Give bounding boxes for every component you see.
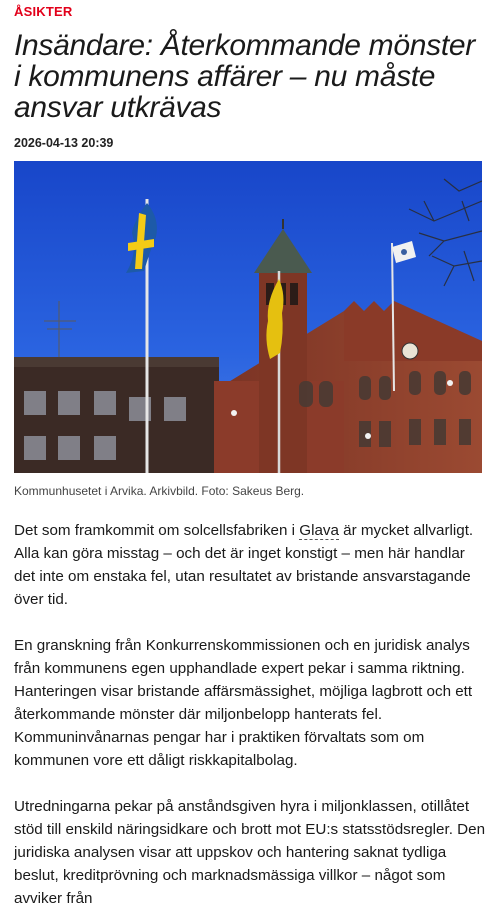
paragraph-2: En granskning från Konkurrenskommissionen och en juridisk analys från kommunens egen upphandlade expert pekar i samma riktning. Hanteringen visar bristande affärsmässighet, möjliga lagbrott och ett återkommande mönster där miljonbelopp hanterats fel. Kommuninvånarnas pengar har i praktiken förvaltats som om kommunen vore ett dåligt riskkapitalbolag. (14, 637, 473, 769)
paragraph-1-before: Det som framkommit om solcellsfabriken i (14, 522, 300, 539)
paragraph-3: Utredningarna pekar på anståndsgiven hyra i miljonklassen, otillåtet stöd till enskild näringsidkare och brott mot EU:s statsstödsregler. Den juridiska analysen visar att uppskov och hantering saknat tydliga beslut, kreditprövning och marknadsmässiga villkor – något som avviker från (14, 798, 486, 907)
article-body (14, 519, 488, 910)
article-headline: Insändare: Återkommande mönster i kommunens affärer – nu måste ansvar utkrävas (14, 29, 475, 124)
image-caption: Kommunhusetet i Arvika. Arkivbild. Foto: Sakeus Berg. (14, 484, 305, 498)
article (0, 4, 502, 910)
section-kicker[interactable]: ÅSIKTER (14, 4, 73, 19)
glava-link[interactable]: Glava (299, 522, 339, 539)
paragraph-1 (14, 519, 488, 611)
publish-date: 2026-04-13 20:39 (14, 136, 114, 150)
town-hall-photo (14, 161, 482, 473)
article-image[interactable] (14, 161, 482, 473)
paragraph-1-after: är mycket allvarligt. Alla kan göra misstag – och det är inget konstigt – men här handlar det inte om enstaka fel, utan resultatet av bristande ansvarstagande över tid. (14, 522, 474, 608)
